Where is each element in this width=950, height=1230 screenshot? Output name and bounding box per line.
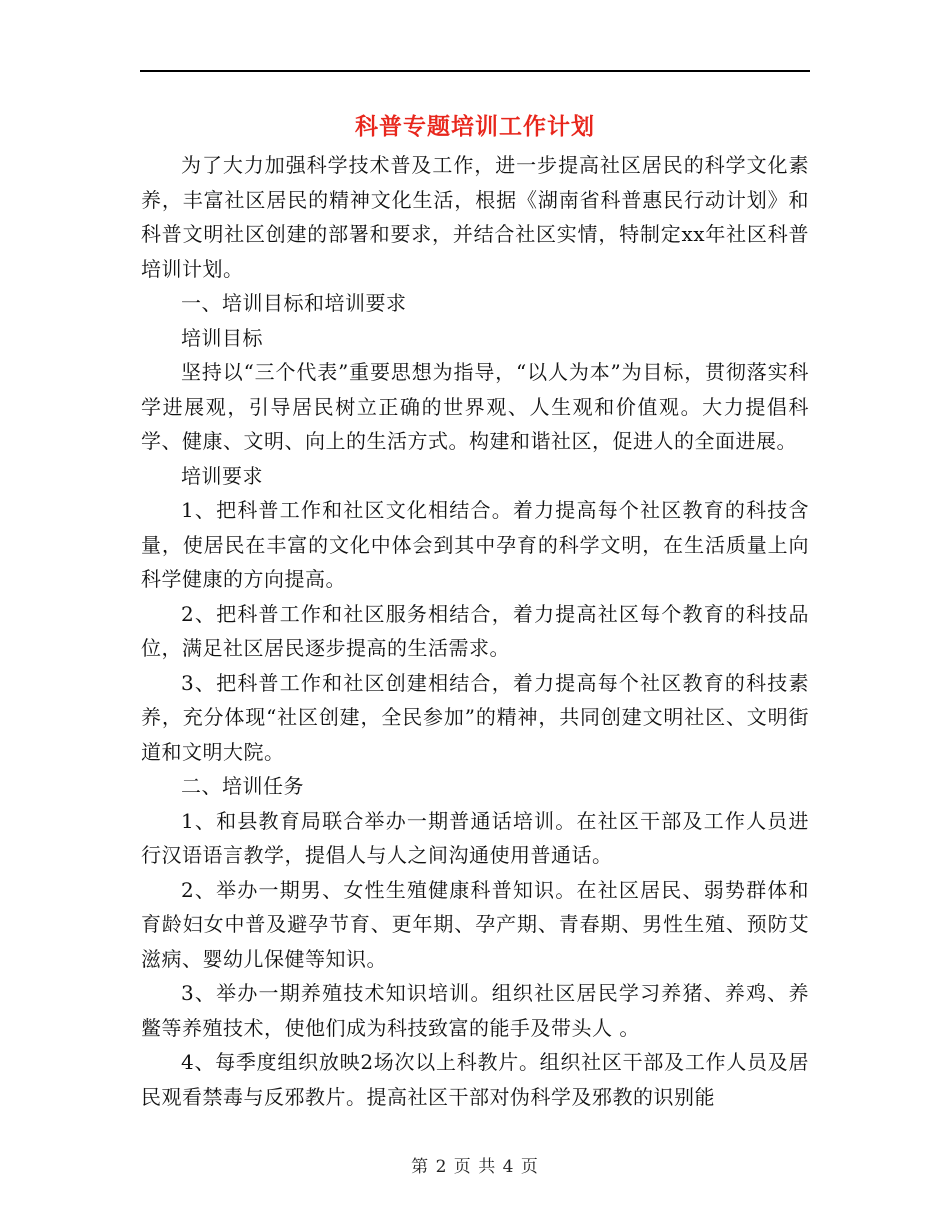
paragraph-requirement-1: 1、把科普工作和社区文化相结合。着力提高每个社区教育的科技含量，使居民在丰富的文化中体会到其中孕育的科学文明，在生活质量上向科学健康的方向提高。 [141, 498, 809, 591]
paragraph-task-1: 1、和县教育局联合举办一期普通话培训。在社区干部及工作人员进行汉语语言教学，提倡人与人之间沟通使用普通话。 [141, 808, 809, 867]
page-number-footer: 第 2 页 共 4 页 [411, 1157, 539, 1177]
paragraph-task-4: 4、每季度组织放映2场次以上科教片。组织社区干部及工作人员及居民观看禁毒与反邪教片。提高社区干部对伪科学及邪教的识别能 [141, 1050, 809, 1109]
document-title: 科普专题培训工作计划 [355, 113, 595, 140]
paragraph-intro: 为了大力加强科学技术普及工作，进一步提高社区居民的科学文化素养，丰富社区居民的精神文化生活，根据《湖南省科普惠民行动计划》和科普文明社区创建的部署和要求，并结合社区实情，特制定xx年社区科普培训计划。 [141, 153, 809, 281]
subheading-training-goals: 培训目标 [181, 325, 263, 350]
paragraph-requirement-2: 2、把科普工作和社区服务相结合，着力提高社区每个教育的科技品位，满足社区居民逐步提高的生活需求。 [141, 601, 809, 660]
paragraph-task-2: 2、举办一期男、女性生殖健康科普知识。在社区居民、弱势群体和育龄妇女中普及避孕节育、更年期、孕产期、青春期、男性生殖、预防艾滋病、婴幼儿保健等知识。 [141, 877, 809, 971]
subheading-training-requirements: 培训要求 [181, 463, 263, 488]
paragraph-goals: 坚持以“三个代表”重要思想为指导，“以人为本”为目标，贯彻落实科学进展观，引导居民树立正确的世界观、人生观和价值观。大力提倡科学、健康、文明、向上的生活方式。构建和谐社区，促进人的全面进展。 [141, 360, 809, 453]
section-heading-goals-requirements: 一、培训目标和培训要求 [181, 291, 407, 315]
paragraph-task-3: 3、举办一期养殖技术知识培训。组织社区居民学习养猪、养鸡、养鳖等养殖技术，使他们成为科技致富的能手及带头人 。 [141, 981, 809, 1040]
paragraph-requirement-3: 3、把科普工作和社区创建相结合，着力提高每个社区教育的科技素养，充分体现“社区创建，全民参加”的精神，共同创建文明社区、文明街道和文明大院。 [141, 670, 809, 764]
document-body [141, 148, 809, 1114]
section-heading-tasks: 二、培训任务 [181, 774, 304, 798]
header-rule [140, 70, 810, 72]
